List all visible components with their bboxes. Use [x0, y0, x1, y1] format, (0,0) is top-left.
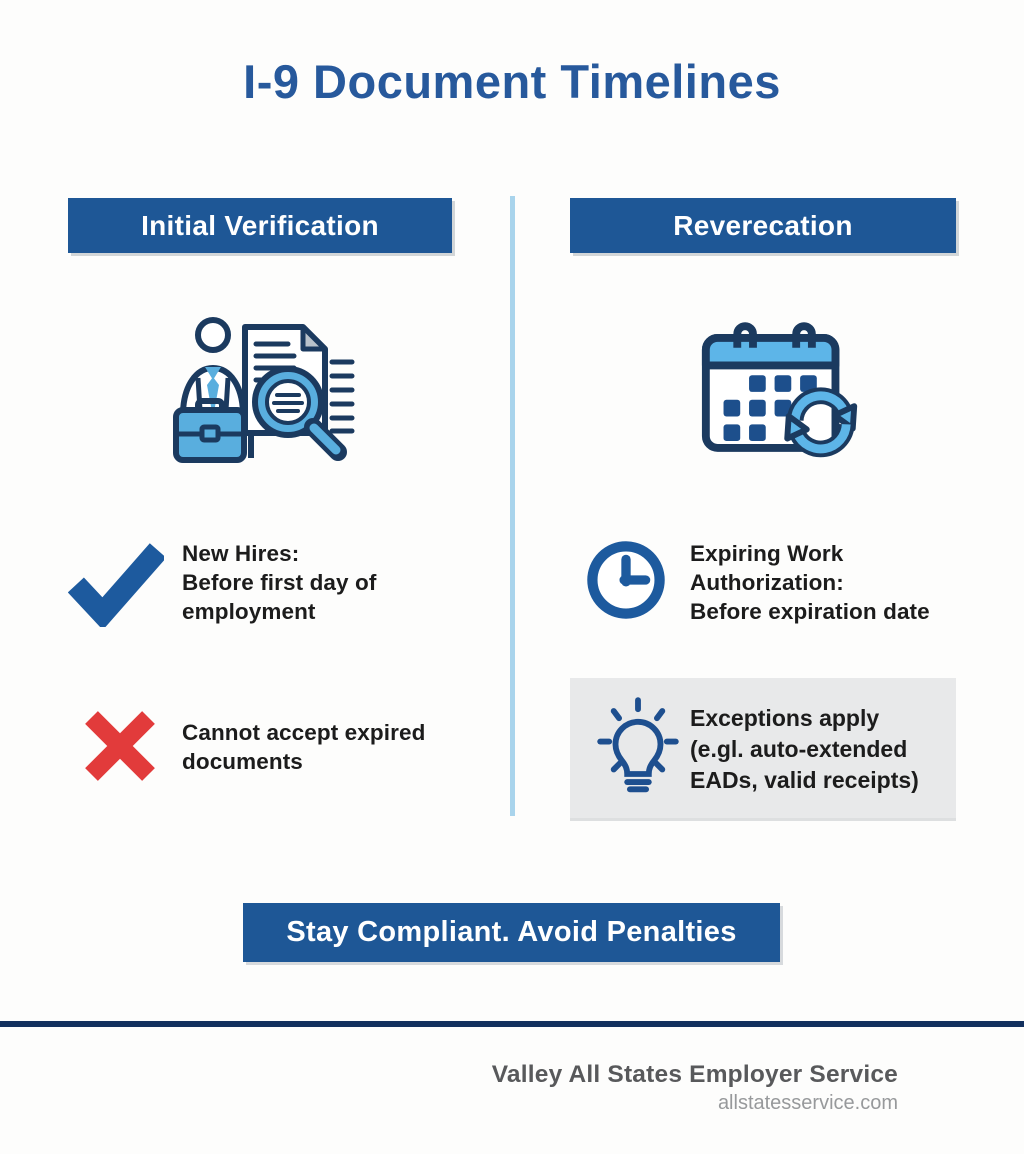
right-column-header-label: Reverecation — [673, 209, 853, 241]
exceptions-box — [570, 678, 956, 818]
right-column-header — [570, 198, 956, 253]
new-hires-text — [182, 539, 376, 626]
exceptions-line-3: EADs, valid receipts) — [690, 767, 919, 793]
expired-documents-line-2: documents — [182, 749, 303, 774]
expiring-authorization-title-1: Expiring Work — [690, 541, 844, 566]
clock-icon — [584, 538, 668, 622]
column-divider — [510, 196, 515, 816]
person-document-magnifier-icon — [170, 300, 375, 480]
footer — [492, 1061, 898, 1115]
lightbulb-icon — [593, 693, 683, 801]
compliance-banner — [243, 903, 780, 962]
expiring-authorization-line-3: Before expiration date — [690, 599, 930, 624]
left-column-header-label: Initial Verification — [141, 209, 379, 241]
compliance-banner-label: Stay Compliant. Avoid Penalties — [286, 916, 737, 948]
page-title: I-9 Document Timelines — [243, 55, 781, 108]
checkmark-icon — [68, 541, 164, 627]
expired-documents-line-1: Cannot accept expired — [182, 720, 426, 745]
exceptions-line-2: (e.gl. auto-extended — [690, 736, 908, 762]
new-hires-line-3: employment — [182, 599, 316, 624]
new-hires-title: New Hires: — [182, 541, 300, 566]
website-url: allstatesservice.com — [717, 1092, 898, 1114]
cross-icon — [82, 706, 158, 786]
calendar-refresh-icon — [698, 314, 860, 462]
company-name: Valley All States Employer Service — [491, 1061, 898, 1088]
expired-documents-text — [182, 718, 425, 776]
new-hires-line-2: Before first day of — [182, 570, 377, 595]
expiring-authorization-title-2: Authorization: — [690, 570, 844, 595]
exceptions-text — [690, 703, 919, 796]
expiring-authorization-text — [690, 539, 930, 626]
footer-divider — [0, 1021, 1024, 1027]
exceptions-line-1: Exceptions apply — [690, 705, 880, 731]
left-column-header — [68, 198, 452, 253]
